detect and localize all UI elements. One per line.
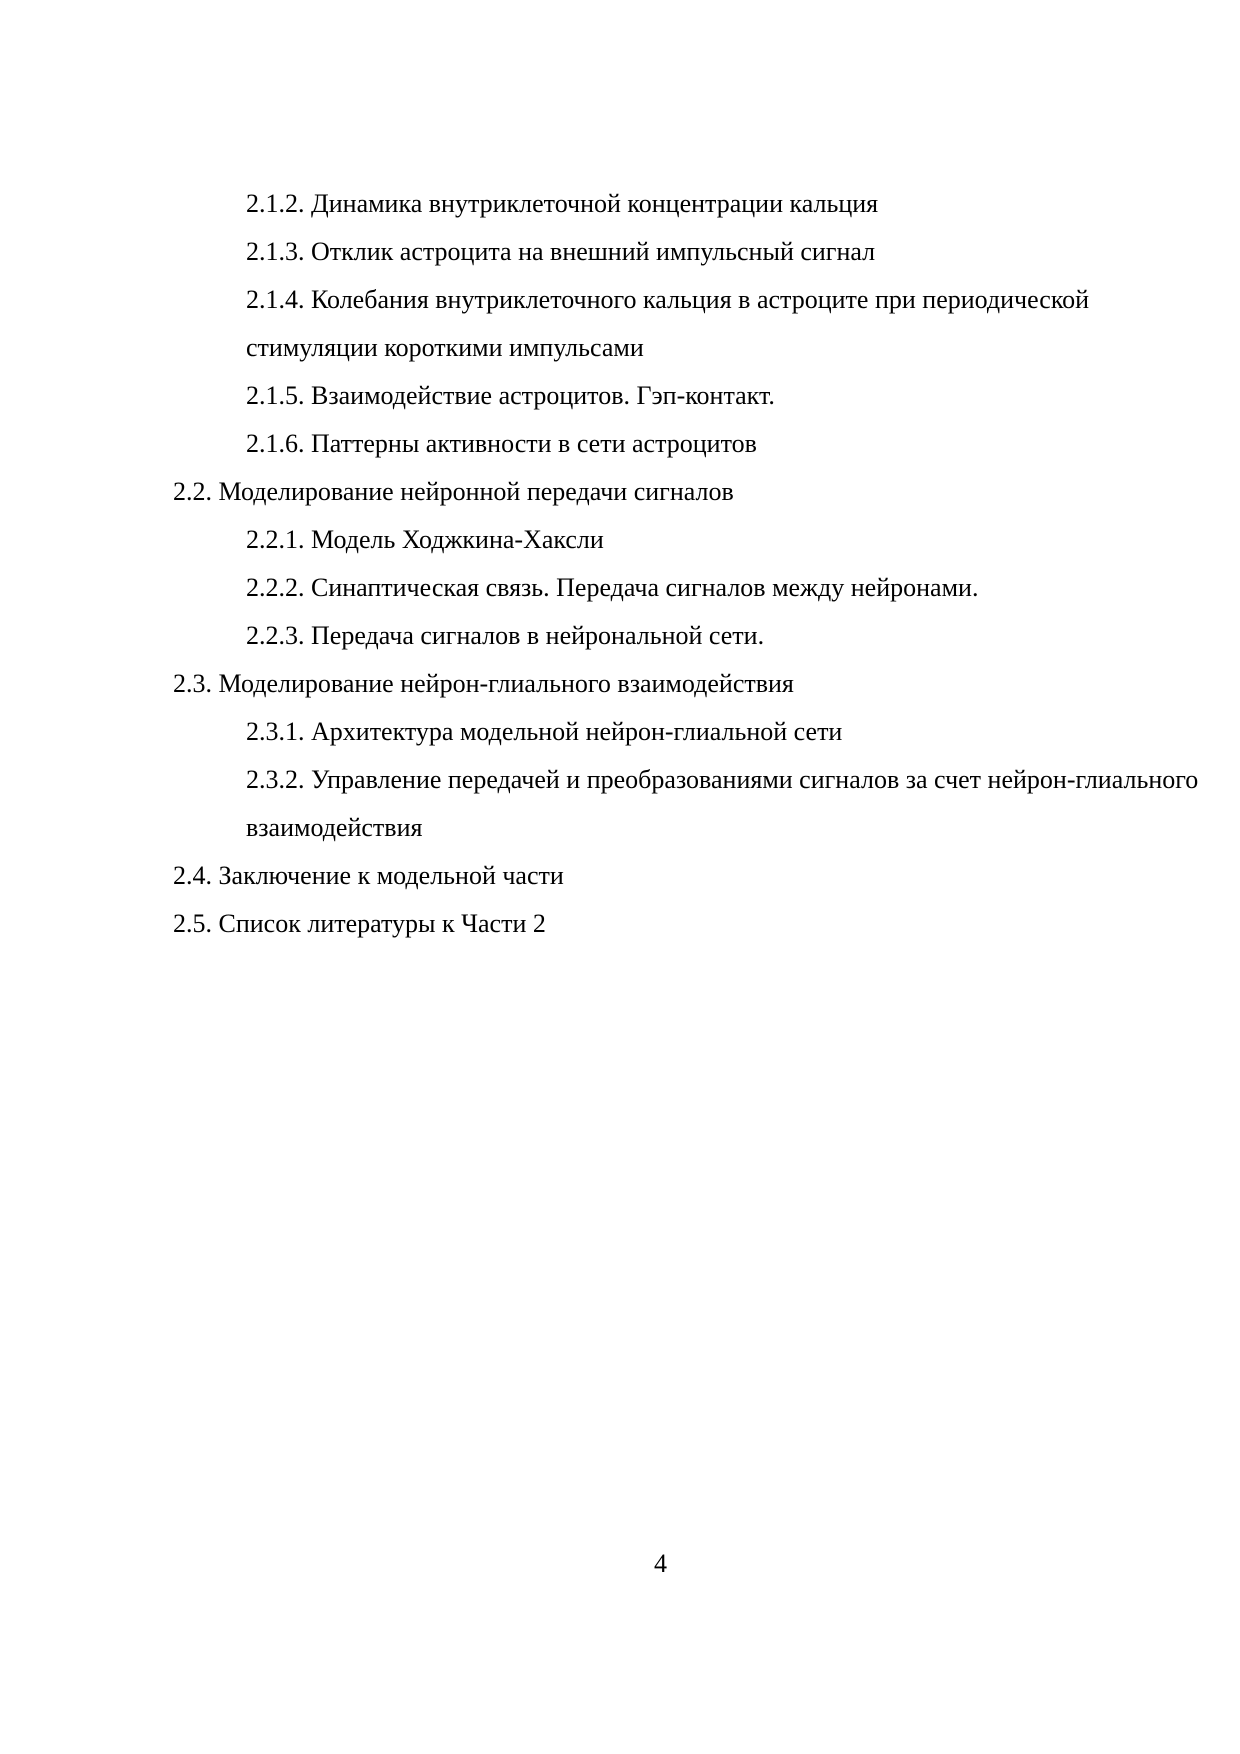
- toc-item: [173, 420, 1163, 468]
- toc-item: [173, 180, 1163, 228]
- toc-item-text: 2.2. Моделирование нейронной передачи сигналов: [173, 477, 734, 506]
- toc-item-text: 2.3. Моделирование нейрон-глиального взаимодействия: [173, 669, 794, 698]
- toc-item-text: 2.4. Заключение к модельной части: [173, 861, 564, 890]
- toc-item-text: 2.2.2. Синаптическая связь. Передача сигналов между нейронами.: [246, 573, 979, 602]
- toc-item: [173, 852, 1163, 900]
- toc-item: [173, 228, 1163, 276]
- toc-item: [173, 708, 1163, 756]
- toc-item: [173, 900, 1163, 948]
- toc-item-text: 2.1.4. Колебания внутриклеточного кальция в астроците при периодической: [246, 285, 1090, 314]
- toc-item-text: 2.1.6. Паттерны активности в сети астроцитов: [246, 429, 757, 458]
- toc-item-text: 2.2.3. Передача сигналов в нейрональной сети.: [246, 621, 765, 650]
- table-of-contents: [173, 180, 1199, 948]
- toc-item: [173, 468, 1163, 516]
- toc-item: [173, 612, 1163, 660]
- toc-item: [173, 372, 1163, 420]
- toc-item-text: 2.2.1. Модель Ходжкина-Хаксли: [246, 525, 604, 554]
- toc-item: [173, 516, 1163, 564]
- toc-item-text-continued: взаимодействия: [246, 813, 423, 842]
- toc-item-text: 2.3.1. Архитектура модельной нейрон-глиальной сети: [246, 717, 843, 746]
- toc-item-text: 2.5. Список литературы к Части 2: [173, 909, 546, 938]
- toc-item: [173, 756, 1199, 852]
- toc-item-text: 2.1.5. Взаимодействие астроцитов. Гэп-контакт.: [246, 381, 775, 410]
- toc-item-text: 2.3.2. Управление передачей и преобразованиями сигналов за счет нейрон-глиального: [246, 765, 1199, 794]
- toc-item: [173, 276, 1163, 372]
- toc-item-text: 2.1.2. Динамика внутриклеточной концентрации кальция: [246, 189, 879, 218]
- page-number: 4: [654, 1549, 667, 1578]
- toc-item: [173, 660, 1163, 708]
- toc-item-text: 2.1.3. Отклик астроцита на внешний импульсный сигнал: [246, 237, 876, 266]
- toc-item: [173, 564, 1163, 612]
- toc-item-text-continued: стимуляции короткими импульсами: [246, 333, 644, 362]
